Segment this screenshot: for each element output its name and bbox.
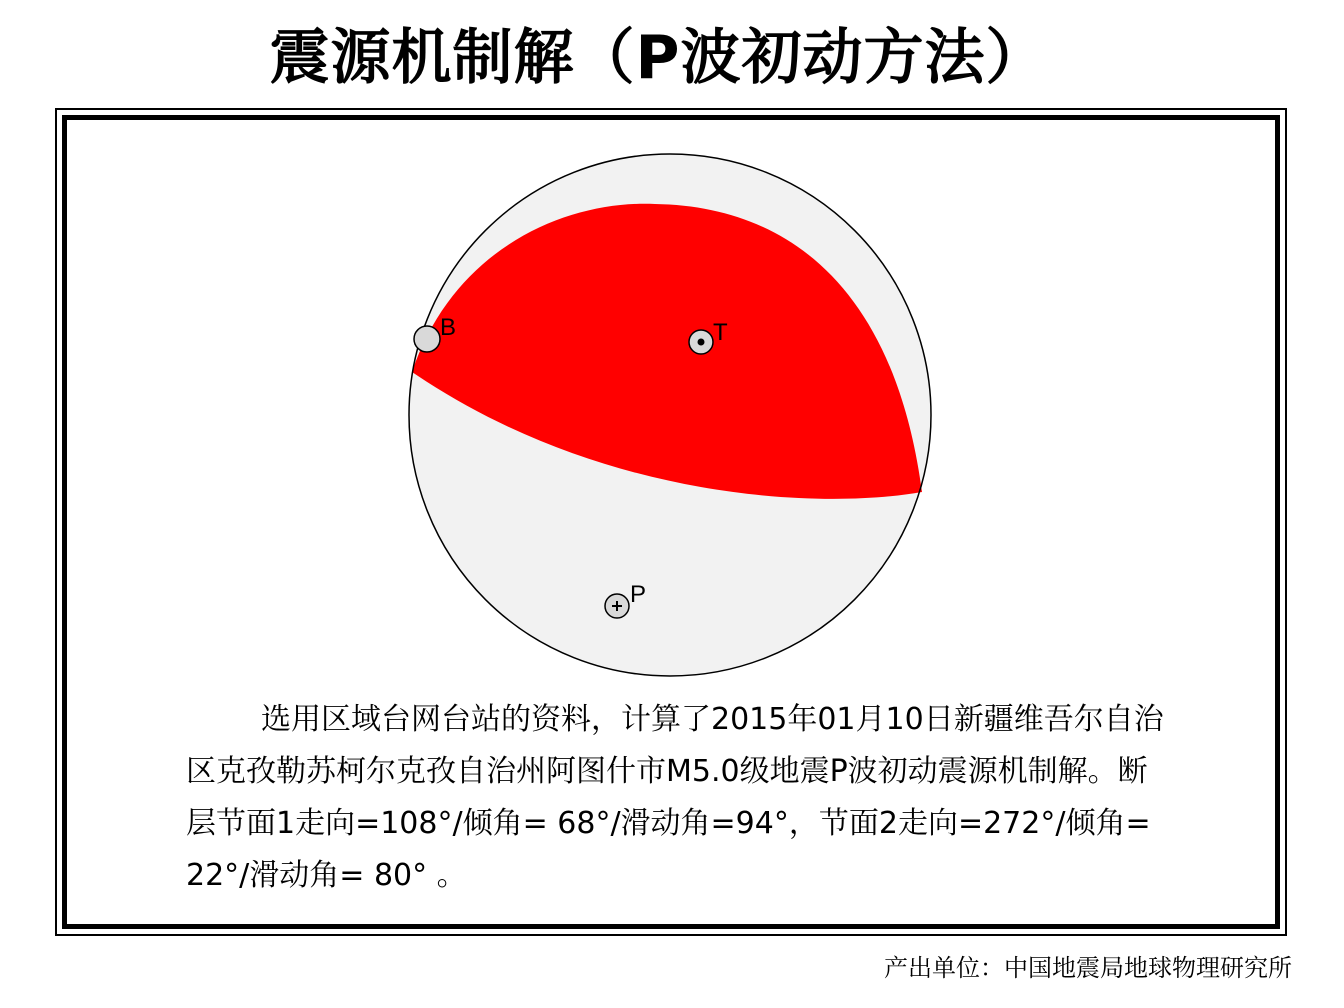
description-text: 选用区域台网台站的资料，计算了2015年01月10日新疆维吾尔自治区克孜勒苏柯尔克孜自治州阿图什市M5.0级地震P波初动震源机制解。断层节面1走向=108°/倾角= 68°/滑动角=94°，节面2走向=272°/倾角= 22°/滑动角= 80° 。 — [186, 702, 1164, 893]
producer-credit: 产出单位：中国地震局地球物理研究所 — [884, 954, 1292, 982]
b-axis-marker — [414, 326, 440, 352]
t-axis-label: T — [713, 319, 728, 346]
page-title: 震源机制解（P波初动方法） — [269, 23, 1047, 93]
mechanism-description — [186, 694, 1176, 902]
t-axis-dot — [698, 339, 705, 346]
p-axis-label: P — [630, 581, 647, 608]
b-axis-label: B — [440, 314, 457, 341]
